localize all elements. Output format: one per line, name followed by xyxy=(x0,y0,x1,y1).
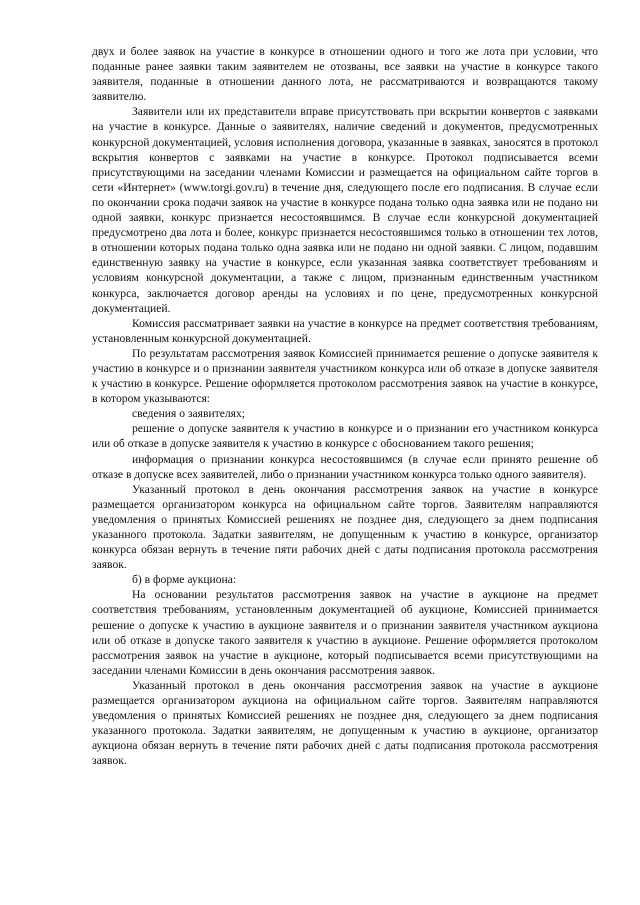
paragraph-envelope-opening: Заявители или их представители вправе присутствовать при вскрытии конвертов с заявками на участие в конкурсе. Данные о заявителях, наличие сведений и документов, предусмотренных конкурсной документацией, условия исполнения договора, указанные в заявках, заносятся в протокол вскрытия конвертов с заявками на участие в конкурсе. Протокол подписывается всеми присутствующими на заседании членами Комиссии и размещается на официальном сайте торгов в сети «Интернет» (www.torgi.gov.ru) в течение дня, следующего после его подписания. В случае если по окончании срока подачи заявок на участие в конкурсе подана только одна заявка или не подано ни одной заявки, конкурс признается несостоявшимся. В случае если конкурсной документацией предусмотрено два лота и более, конкурс признается несостоявшимся только в отношении тех лотов, в отношении которых подана только одна заявка или не подано ни одной заявки. С лицом, подавшим единственную заявку на участие в конкурсе, если указанная заявка соответствует требованиям и условиям конкурсной документации, а также с лицом, признанным единственным участником конкурса, заключается договор аренды на условиях и по цене, предусмотренных конкурсной документацией. xyxy=(92,105,598,315)
list-item-admission-decision: решение о допуске заявителя к участию в конкурсе и о признании его участником конкурса или об отказе в допуске заявителя к участию в конкурсе с обоснованием такого решения; xyxy=(92,422,598,451)
paragraph-commission-review: Комиссия рассматривает заявки на участие в конкурсе на предмет соответствия требованиям, установленным конкурсной документацией. xyxy=(92,316,598,345)
paragraph-protocol-publication: Указанный протокол в день окончания рассмотрения заявок на участие в конкурсе размещается организатором конкурса на официальном сайте торгов. Заявителям направляются уведомления о принятых Комиссией решениях не позднее дня, следующего за днем подписания указанного протокола. Задатки заявителям, не допущенным к участию в конкурсе, организатор конкурса обязан вернуть в течение пяти рабочих дней с даты подписания протокола рассмотрения заявок. xyxy=(92,482,598,572)
paragraph-auction-review: На основании результатов рассмотрения заявок на участие в аукционе на предмет соответствия требованиям, установленным документацией об аукционе, Комиссией принимается решение о допуске к участию в аукционе заявителя и о признании заявителя участником аукциона или об отказе в допуске такого заявителя к участию в аукционе. Решение оформляется протоколом рассмотрения заявок на участие в аукционе, который подписывается всеми присутствующими на заседании членами Комиссии в день окончания рассмотрения заявок. xyxy=(92,588,598,677)
list-item-applicant-info: сведения о заявителях; xyxy=(132,407,246,421)
paragraph-review-results: По результатам рассмотрения заявок Комиссией принимается решение о допуске заявителя к участию в конкурсе и о признании заявителя участником конкурса или об отказе в допуске заявителя к участию в конкурсе. Решение оформляется протоколом рассмотрения заявок на участие в конкурсе, в котором указываются: xyxy=(92,346,598,406)
document-body xyxy=(92,44,598,769)
subheading-auction-form: б) в форме аукциона: xyxy=(132,573,237,587)
paragraph-continuation: двух и более заявок на участие в конкурсе в отношении одного и того же лота при условии, что поданные ранее заявки таким заявителем не отозваны, все заявки на участие в конкурсе такого заявителя, поданные в отношении данного лота, не рассматриваются и возвращаются такому заявителю. xyxy=(92,45,598,104)
paragraph-auction-protocol-publication: Указанный протокол в день окончания рассмотрения заявок на участие в аукционе размещается организатором аукциона на официальном сайте торгов. Заявителям направляются уведомления о принятых Комиссией решениях не позднее дня, следующего за днем подписания указанного протокола. Задатки заявителям, не допущенным к участию в аукционе, организатор аукциона обязан вернуть в течение пяти рабочих дней с даты подписания протокола рассмотрения заявок. xyxy=(92,678,598,768)
list-item-failed-tender-info: информация о признании конкурса несостоявшимся (в случае если принято решение об отказе в допуске всех заявителей, либо о признании участником конкурса только одного заявителя). xyxy=(92,452,598,481)
